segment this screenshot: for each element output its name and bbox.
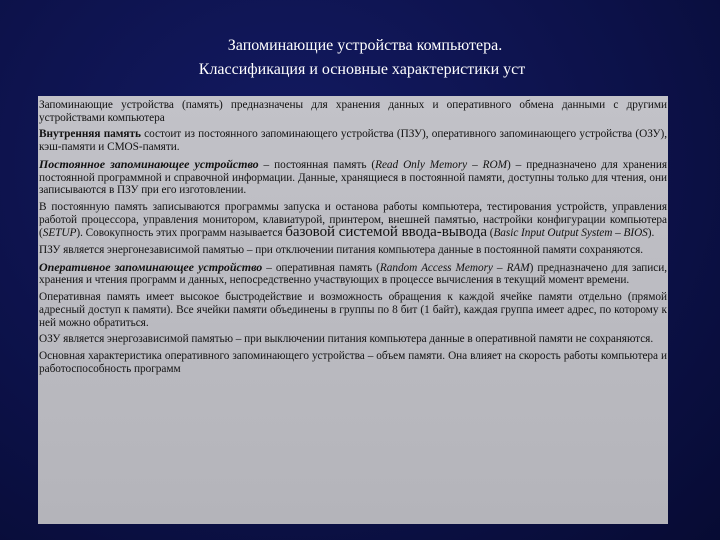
term-bios-ru: базовой системой ввода-вывода [285, 224, 487, 241]
paragraph-bios [39, 201, 667, 240]
term-setup: SETUP [42, 227, 77, 240]
paragraph-text: ( [486, 227, 494, 240]
paragraph-text: – [492, 261, 507, 274]
paragraph-text: – [612, 227, 624, 240]
paragraph-text: В постоянную память записываются программы запуска и останова работы компьютера, тестирования устройств, управления работой процессора, управления монитором, клавиатурой, принтером, внешней памятью, настройки конфигурации компьютера ( [39, 200, 667, 240]
paragraph-text: ) – предназначено для хранения постоянной программной и справочной информации. Данные, хранящиеся в постоянной памяти, доступны только для чтения, они записываются в ПЗУ при его изготовлении. [39, 158, 667, 197]
paragraph-text: ) предназначено для записи, хранения и чтения программ и данных, непосредственно участвующих в процессе вычисления в текущий момент времени. [39, 261, 667, 287]
term-english: Random Access Memory [379, 261, 493, 274]
paragraph-rom [39, 158, 667, 197]
abbreviation: BIOS [623, 227, 648, 240]
term-internal-memory: Внутренняя память [39, 128, 141, 141]
paragraph-ram-volatile: ОЗУ является энергозависимой памятью – при выключении питания компьютера данные в оперативной памяти не сохраняются. [39, 333, 654, 346]
paragraph-internal-memory [39, 128, 667, 153]
paragraph-text: – постоянная память ( [258, 158, 376, 171]
paragraph-text: ). [647, 227, 655, 240]
paragraph-rom-nonvolatile: ПЗУ является энергонезависимой памятью – при отключении питания компьютера данные в постоянной памяти сохраняются. [39, 244, 644, 257]
paragraph-purpose: Запоминающие устройства (память) предназначены для хранения данных и оперативного обмена данными с другими устройствами компьютера [39, 99, 667, 124]
paragraph-text: состоит из постоянного запоминающего устройства (ПЗУ), оперативного запоминающего устройства (ОЗУ), кэш-памяти и CMOS-памяти. [39, 128, 667, 154]
slide-title [0, 34, 720, 82]
term-ram: Оперативное запоминающее устройство [39, 259, 263, 274]
text-panel [38, 96, 668, 524]
abbreviation: RAM [506, 261, 530, 274]
term-rom: Постоянное запоминающее устройство [39, 156, 259, 171]
paragraph-text: ). Совокупность этих программ называется [76, 227, 286, 240]
term-english: Basic Input Output System [493, 227, 613, 240]
paragraph-text: – оперативная память ( [262, 261, 380, 274]
paragraph-ram-speed: Оперативная память имеет высокое быстродействие и возможность обращения к каждой ячейке памяти отдельно (прямой адресный доступ к памяти). Все ячейки памяти объединены в группы по 8 бит (1 байт), каждая группа имеет адрес, по которому к ней можно обратиться. [39, 291, 667, 329]
term-english: Read Only Memory [375, 158, 468, 171]
paragraph-ram [39, 261, 667, 287]
abbreviation: ROM [482, 158, 507, 171]
paragraph-ram-capacity: Основная характеристика оперативного запоминающего устройства – объем памяти. Она влияет на скорость работы компьютера и работоспособность программ [39, 349, 667, 375]
title-line-1: Запоминающие устройства компьютера. [227, 37, 503, 54]
paragraph-text: – [467, 158, 483, 171]
title-line-2: Классификация и основные характеристики уст [198, 61, 526, 78]
